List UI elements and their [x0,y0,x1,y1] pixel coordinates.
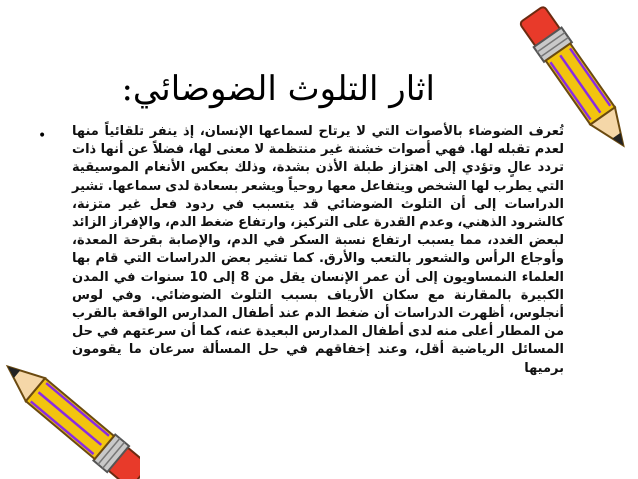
body-paragraph: تُعرف الضوضاء بالأصوات التي لا يرتاح لسماعها الإنسان، إذ ينفر تلقائياً منها لعدم تقبله لها. فهي أصوات خشنة غير منتظمة لا معنى لها، فضلاً عن أنها ذات تردد عالٍ وتؤدي إلى اهتزاز طبلة الأذن بشدة، وذلك بعكس الأنغام الموسيقية التي يطرب لها الشخص ويتفاعل معها روحياً ويشعر بسعادة لدى سماعها. تشير الدراسات إلى أن التلوث الضوضائي قد يتسبب في ردود فعل غير متزنة، كالشرود الذهني، وعدم القدرة على التركيز، وارتفاع ضغط الدم، والإفراز الزائد لبعض الغدد، مما يسبب ارتفاع نسبة السكر في الدم، والإصابة بقرحة المعدة، وأوجاع الرأس والشعور بالتعب والأرق. كما تشير بعض الدراسات التي قام بها العلماء النمساويون إلى أن عمر الإنسان يقل من 8 إلى 10 سنوات في المدن الكبيرة بالمقارنة مع سكان الأرياف بسبب التلوث الضوضائي. وفي لوس أنجلوس، أظهرت الدراسات أن ضغط الدم عند أطفال المدارس الواقعة بالقرب من المطار أعلى منه لدى أطفال المدارس البعيدة عنه، كما أن سرعتهم في حل المسائل الرياضية أقل، وعند إخفاقهم في حل المسألة سرعان ما يقومون برميها [72,124,564,376]
slide-title: اثار التلوث الضوضائي: [121,69,435,109]
bullet-icon: • [38,128,47,144]
pencil-icon [0,360,140,479]
